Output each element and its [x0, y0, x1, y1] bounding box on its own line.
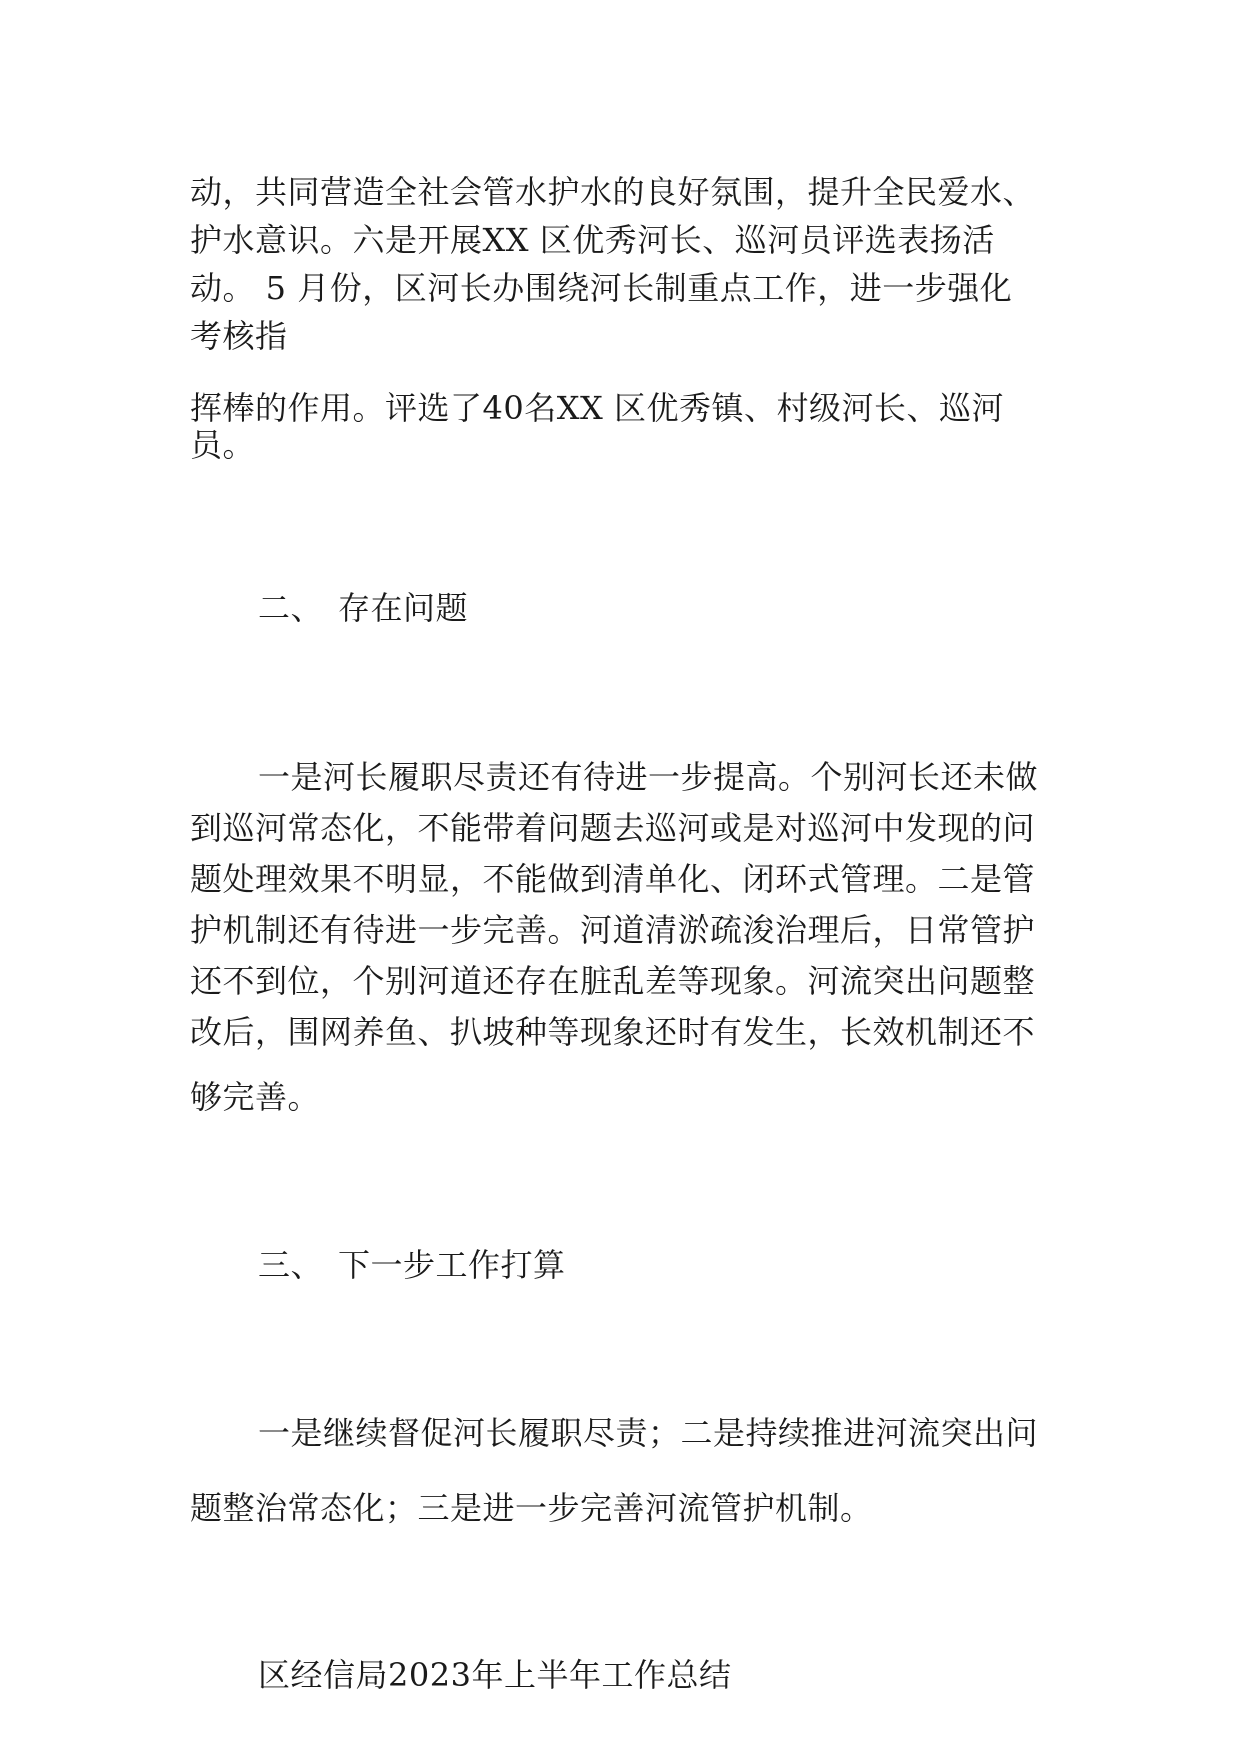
paragraph-1-line-2: 护水意识。六是开展XX 区优秀河长、巡河员评选表扬活 — [190, 221, 995, 259]
paragraph-3-line-3: 题处理效果不明显，不能做到清单化、闭环式管理。二是管 — [190, 860, 1036, 898]
section-2-title: 存在问题 — [338, 589, 469, 627]
paragraph-4-line-2: 题整治常态化；三是进一步完善河流管护机制。 — [190, 1489, 873, 1527]
paragraph-2-line-2: 员。 — [190, 426, 256, 464]
section-3-title: 下一步工作打算 — [338, 1246, 566, 1284]
paragraph-3-line-1: 一是河长履职尽责还有待进一步提高。个别河长还未做 — [258, 758, 1039, 796]
section-2-number: 二、 — [258, 589, 324, 627]
paragraph-3-line-2: 到巡河常态化，不能带着问题去巡河或是对巡河中发现的问 — [190, 809, 1036, 847]
paragraph-1-line-3: 动。 5 月份，区河长办围绕河长制重点工作，进一步强化 — [190, 269, 1013, 307]
paragraph-1-line-1: 动，共同营造全社会管水护水的良好氛围，提升全民爱水、 — [190, 173, 1036, 211]
section-2-heading — [258, 588, 468, 628]
paragraph-3-line-4: 护机制还有待进一步完善。河道清淤疏浚治理后，日常管护 — [190, 911, 1036, 949]
section-3-number: 三、 — [258, 1246, 324, 1284]
paragraph-1-line-4: 考核指 — [190, 317, 288, 355]
paragraph-2-line-1: 挥棒的作用。评选了40名XX 区优秀镇、村级河长、巡河 — [190, 389, 1004, 427]
paragraph-3-line-5: 还不到位，个别河道还存在脏乱差等现象。河流突出问题整 — [190, 962, 1036, 1000]
section-3-heading — [258, 1245, 566, 1285]
next-section-title: 区经信局2023年上半年工作总结 — [258, 1656, 732, 1694]
paragraph-4-line-1: 一是继续督促河长履职尽责；二是持续推进河流突出问 — [258, 1414, 1039, 1452]
paragraph-3-line-7: 够完善。 — [190, 1078, 321, 1116]
paragraph-3-line-6: 改后，围网养鱼、扒坡种等现象还时有发生，长效机制还不 — [190, 1013, 1036, 1051]
